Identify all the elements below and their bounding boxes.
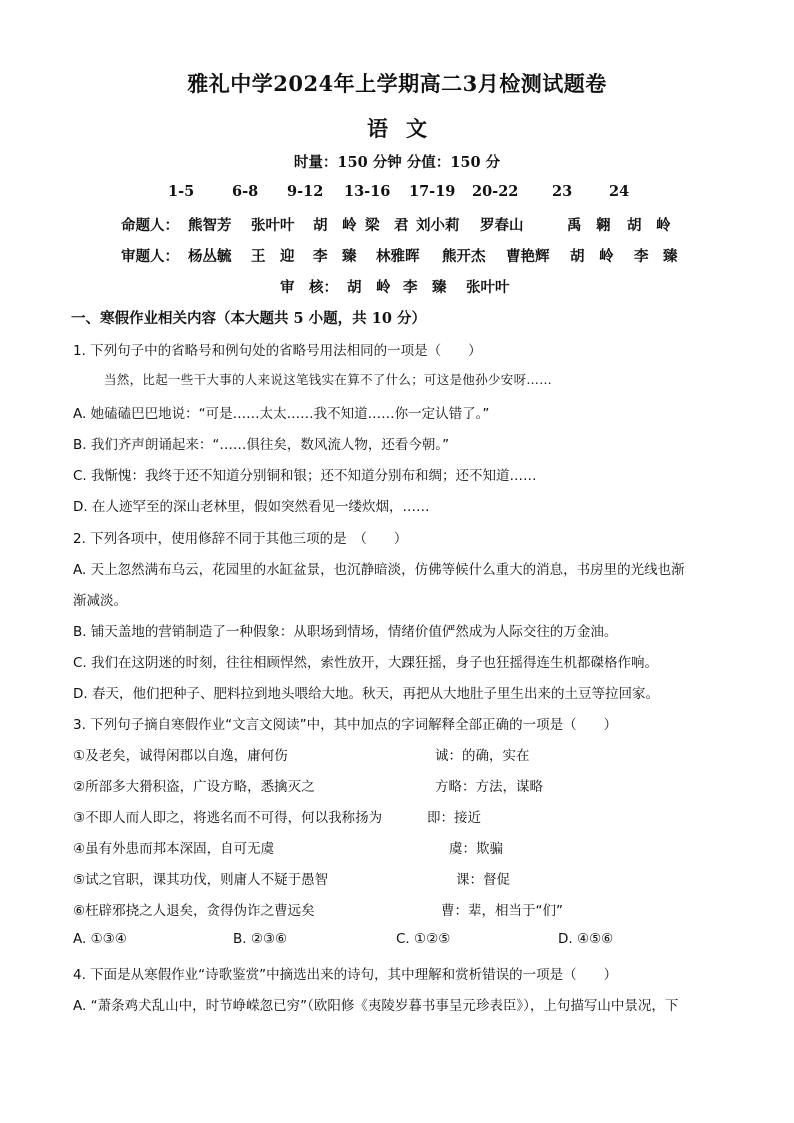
reviewer-name: 熊开杰: [442, 248, 486, 265]
question-3-item: ④虽有外患而邦本深固，自可无虞: [73, 841, 275, 857]
setters-label: 命题人：: [121, 217, 179, 234]
question-1-option-c: C. 我惭愧：我终于还不知道分别铜和银；还不知道分别布和绸；还不知道……: [73, 468, 537, 484]
question-3-stem: 3. 下列句子摘自寒假作业“文言文阅读”中，其中加点的字词解释全部正确的一项是（ ）: [73, 717, 618, 733]
question-3-gloss: 课：督促: [456, 872, 510, 888]
setter-name: 禹 翱: [567, 217, 611, 234]
question-3-option-a: A. ①③④: [73, 931, 127, 947]
auditor-name: 张叶叶: [466, 279, 510, 296]
setter-name: 罗春山: [480, 217, 524, 234]
question-3-item: ③不即人而人即之，将逃名而不可得，何以我称扬为: [73, 810, 383, 826]
setter-name: 张叶叶: [251, 217, 295, 234]
question-1-option-d: D. 在人迹罕至的深山老林里，假如突然看见一缕炊烟，……: [73, 499, 430, 515]
question-group: 13-16: [344, 183, 391, 200]
reviewer-name: 胡 岭: [570, 248, 614, 265]
reviewer-name: 曹艳辉: [506, 248, 550, 265]
question-3-item: ⑤试之官职，课其功伐，则庸人不疑于愚智: [73, 872, 329, 888]
setter-name: 胡 岭: [627, 217, 671, 234]
question-group: 6-8: [232, 183, 259, 200]
reviewer-name: 杨丛毓: [188, 248, 232, 265]
reviewer-name: 王 迎: [251, 248, 295, 265]
auditor-name: 李 臻: [403, 279, 447, 296]
auditors-label: 审 核：: [280, 279, 338, 296]
question-3-item: ②所部多大猾积盗，广设方略，悉擒灭之: [73, 779, 315, 795]
question-2-option-b: B. 铺天盖地的营销制造了一种假象：从职场到情场，情绪价值俨然成为人际交往的万金油。: [73, 624, 618, 640]
question-1-example: 当然，比起一些干大事的人来说这笔钱实在算不了什么；可这是他孙少安呀……: [104, 372, 553, 387]
setter-name: 胡 岭: [313, 217, 357, 234]
question-1-option-a: A. 她磕磕巴巴地说：“可是……太太……我不知道……你一定认错了。”: [73, 406, 490, 422]
question-3-gloss: 诚：的确，实在: [435, 748, 530, 764]
auditor-name: 胡 岭: [347, 279, 391, 296]
setters-row: [0, 214, 794, 234]
setter-name: 刘小莉: [416, 217, 460, 234]
question-group: 9-12: [287, 183, 324, 200]
question-3-gloss: 即：接近: [427, 810, 481, 826]
question-3-option-d: D. ④⑤⑥: [558, 931, 614, 947]
question-2-option-a: A. 天上忽然满布乌云，花园里的水缸盆景，也沉静暗淡，仿佛等候什么重大的消息，书房里的光线也渐: [73, 562, 685, 578]
reviewers-row: [0, 245, 794, 265]
question-4-stem: 4. 下面是从寒假作业“诗歌鉴赏”中摘选出来的诗句，其中理解和赏析错误的一项是（ ）: [73, 967, 618, 983]
question-group: 20-22: [472, 183, 519, 200]
question-1-option-b: B. 我们齐声朗诵起来：“……俱往矣，数风流人物，还看今朝。”: [73, 437, 450, 453]
auditors-row: [0, 276, 794, 296]
question-group: 17-19: [409, 183, 456, 200]
question-group: 24: [609, 183, 630, 200]
question-group-row: [0, 183, 794, 203]
question-3-gloss: 曹：辈，相当于“们”: [441, 903, 563, 919]
question-2-option-a-cont: 渐减淡。: [73, 593, 127, 609]
question-2-option-d: D. 春天，他们把种子、肥料拉到地头喂给大地。秋天，再把从大地肚子里生出来的土豆等拉回家。: [73, 686, 659, 702]
subject-title: 语文: [367, 116, 445, 141]
time-score-line: 时量：150 分钟 分值：150 分: [293, 154, 501, 171]
reviewer-name: 李 臻: [634, 248, 678, 265]
exam-title: 雅礼中学2024年上学期高二3月检测试题卷: [187, 71, 607, 96]
reviewer-name: 林雅晖: [376, 248, 420, 265]
question-group: 23: [552, 183, 573, 200]
section-heading: 一、寒假作业相关内容（本大题共 5 小题，共 10 分）: [71, 310, 426, 327]
question-3-gloss: 方略：方法，谋略: [435, 779, 543, 795]
question-3-item: ⑥枉辟邪挠之人退矣，贪得伪诈之曹远矣: [73, 903, 315, 919]
question-2-stem: 2. 下列各项中，使用修辞不同于其他三项的是 （ ）: [73, 531, 408, 547]
question-3-item: ①及老矣，诚得闲郡以自逸，庸何伤: [73, 748, 288, 764]
question-3-option-c: C. ①②⑤: [396, 931, 451, 947]
reviewer-name: 李 臻: [313, 248, 357, 265]
question-1-stem: 1. 下列句子中的省略号和例句处的省略号用法相同的一项是（ ）: [73, 343, 482, 359]
question-3-gloss: 虞：欺骗: [449, 841, 503, 857]
reviewers-label: 审题人：: [121, 248, 179, 265]
question-group: 1-5: [168, 183, 195, 200]
setter-name: 梁 君: [365, 217, 409, 234]
question-4-option-a: A. “萧条鸡犬乱山中，时节峥嵘忽已穷”（欧阳修《夷陵岁暮书事呈元珍表臣》），上句描写山中景况，下: [73, 998, 679, 1014]
setter-name: 熊智芳: [188, 217, 232, 234]
question-3-option-b: B. ②③⑥: [233, 931, 288, 947]
question-2-option-c: C. 我们在这阴迷的时刻，往往相顾悍然，索性放开，大踝狂摇，身子也狂摇得连生机都磔格作响。: [73, 655, 659, 671]
